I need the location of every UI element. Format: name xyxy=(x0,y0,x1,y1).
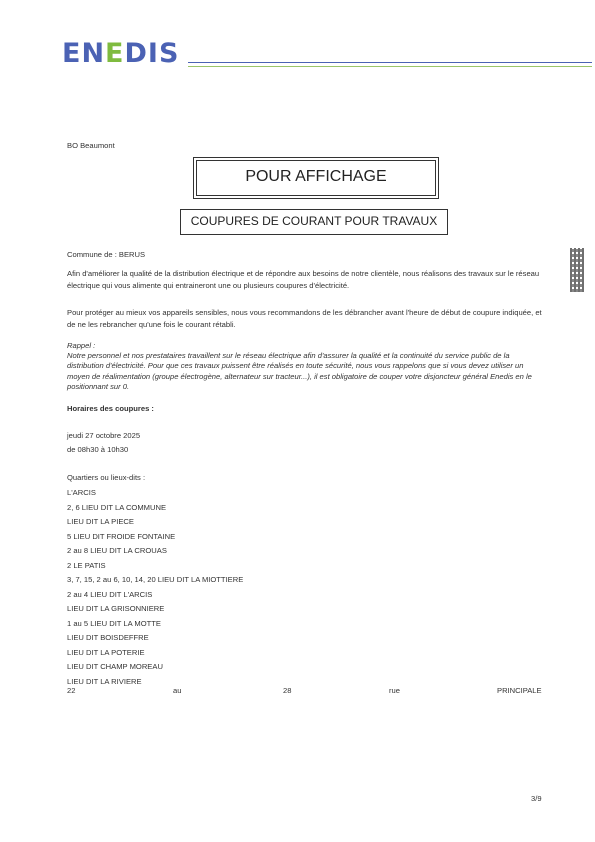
list-item: 2 au 8 LIEU DIT LA CROUAS xyxy=(67,546,167,555)
list-item: L'ARCIS xyxy=(67,488,96,497)
recommendation-paragraph: Pour protéger au mieux vos appareils sensibles, nous vous recommandons de les débrancher avant l'heure de début de coupure indiquée, et de ne les rebrancher qu'une fois le courant rétabli. xyxy=(67,308,542,329)
header-rule-secondary xyxy=(188,66,592,67)
list-item: 2 LE PATIS xyxy=(67,560,106,570)
list-item: 1 au 5 LIEU DIT LA MOTTE xyxy=(67,618,161,628)
list-item: LIEU DIT LA RIVIERE xyxy=(67,676,142,686)
range-au: au xyxy=(173,686,182,695)
list-item: LIEU DIT CHAMP MOREAU xyxy=(67,662,163,671)
logo-part-tail: DIS xyxy=(124,38,180,69)
enedis-logo xyxy=(62,38,179,69)
list-item: 5 LIEU DIT FROIDE FONTAINE xyxy=(67,531,176,541)
list-item: 2, 6 LIEU DIT LA COMMUNE xyxy=(67,502,167,512)
intro-paragraph: Afin d'améliorer la qualité de la distribution électrique et de répondre aux besoins de notre clientèle, nous réalisons des travaux sur le réseau électrique qui vous alimente qui entraineront une ou plusieurs coupures d'électricité. xyxy=(67,269,540,290)
range-rue: rue xyxy=(389,686,400,695)
list-item: LIEU DIT BOISDEFFRE xyxy=(67,633,149,642)
horaires-label: Horaires des coupures : xyxy=(67,404,154,413)
list-item: LIEU DIT LA POTERIE xyxy=(67,647,145,657)
time-line: de 08h30 à 10h30 xyxy=(67,445,129,454)
header-rule xyxy=(188,62,592,63)
sender-line: BO Beaumont xyxy=(67,141,115,150)
barcode-graphic xyxy=(570,248,584,292)
locations-list xyxy=(67,486,243,689)
list-item: 2 au 4 LIEU DIT L'ARCIS xyxy=(67,589,153,599)
logo-part-accent: E xyxy=(105,38,125,69)
date-line: jeudi 27 octobre 2025 xyxy=(67,431,141,440)
rappel-label: Rappel : xyxy=(67,341,96,350)
page-number: 3/9 xyxy=(531,794,542,803)
commune-line: Commune de : BERUS xyxy=(67,250,146,259)
list-item: LIEU DIT LA PIECE xyxy=(67,517,134,526)
rappel-text: Notre personnel et nos prestataires travaillent sur le réseau électrique afin d'assurer la qualité et la continuité du service public de la distribution d'électricité. Pour que ces travaux puissent être réalisés en toute sécurité, nous vous rappelons que si vous devez utiliser un moyen de réalimentation (groupe électrogène, alternateur sur tracteur...), il est obligatoire de couper votre disjoncteur général Enedis en le positionnant sur 0. xyxy=(67,351,532,391)
range-end: 28 xyxy=(283,686,292,695)
subtitle-box: COUPURES DE COURANT POUR TRAVAUX xyxy=(180,209,448,235)
range-start: 22 xyxy=(67,686,76,695)
range-street: PRINCIPALE xyxy=(497,686,542,695)
quartiers-label: Quartiers ou lieux-dits : xyxy=(67,473,146,482)
title-box: POUR AFFICHAGE xyxy=(196,160,436,196)
list-item: 3, 7, 15, 2 au 6, 10, 14, 20 LIEU DIT LA MIOTTIERE xyxy=(67,575,244,584)
list-item: LIEU DIT LA GRISONNIERE xyxy=(67,604,165,613)
logo-part-main: EN xyxy=(62,38,106,69)
